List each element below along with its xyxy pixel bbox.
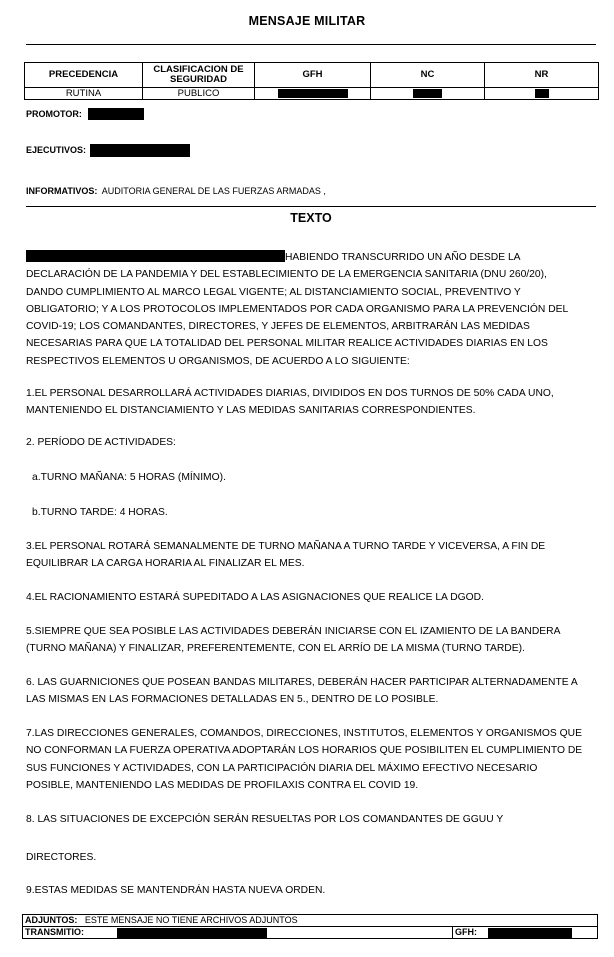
item-4 <box>26 589 586 606</box>
intro-rest: DECLARACIÓN DE LA PANDEMIA Y DEL ESTABLECIMIENTO DE LA EMERGENCIA SANITARIA (DNU 260/20), DANDO CUMPLIMIENTO AL MARCO LEGAL VIGENTE; AL DISTANCIAMIENTO SOCIAL, PREVENTIVO Y OBLIGATORIO; Y A LOS PROTOCOLOS IMPLEMENTADOS POR CADA ORGANISMO PARA LA PREVENCIÓN DEL COVID-19; LOS COMANDANTES, DIRECTORES, Y JEFES DE ELEMENTOS, ARBITRARÁN LAS MEDIDAS NECESARIAS PARA QUE LA TOTALIDAD DEL PERSONAL MILITAR REALICE ACTIVIDADES DIARIAS EN LOS RESPECTIVOS ELEMENTOS U ORGANISMOS, DE ACUERDO A LO SIGUIENTE: <box>26 269 568 367</box>
item-6-text: 6. LAS GUARNICIONES QUE POSEAN BANDAS MILITARES, DEBERÁN HACER PARTICIPAR ALTERNADAMENTE A LAS MISMAS EN LAS FORMACIONES DETALLADAS EN 5., DENTRO DE LO POSIBLE. <box>26 677 578 706</box>
gfh-cell <box>453 927 598 939</box>
col-header-gfh: GFH <box>255 63 371 88</box>
transmitio-cell <box>23 927 453 939</box>
item-8-text: 8. LAS SITUACIONES DE EXCEPCIÓN SERÁN RESUELTAS POR LOS COMANDANTES DE GGUU Y <box>26 814 504 825</box>
item-3-text: 3.EL PERSONAL ROTARÁ SEMANALMENTE DE TURNO MAÑANA A TURNO TARDE Y VICEVERSA, A FIN DE EQUILIBRAR LA CARGA HORARIA AL FINALIZAR EL MES. <box>26 541 546 570</box>
redaction-promotor <box>88 108 144 120</box>
item-6 <box>26 674 586 709</box>
item-7-text: 7.LAS DIRECCIONES GENERALES, COMANDOS, DIRECCIONES, INSTITUTOS, ELEMENTOS Y ORGANISMOS QUE NO CONFORMAN LA FUERZA OPERATIVA ADOPTARÁN LOS HORARIOS QUE POSIBILITEN EL CUMPLIMIENTO DE SUS FUNCIONES Y ACTIVIDADES, CON LA PARTICIPACIÓN DIARIA DEL MÁXIMO EFECTIVO NECESARIO POSIBLE, MANTENIENDO LAS MEDIDAS DE PROFILAXIS CONTRA EL COVID 19. <box>26 728 583 791</box>
redaction-addressee <box>26 250 285 262</box>
page-title: MENSAJE MILITAR <box>248 14 366 28</box>
cell-nc <box>371 88 485 100</box>
ejecutivos-label: EJECUTIVOS: <box>26 145 87 155</box>
redaction-ejecutivos <box>90 144 190 157</box>
item-7 <box>26 725 586 794</box>
redaction-gfh <box>278 89 348 98</box>
top-divider <box>26 44 596 45</box>
adjuntos-row <box>23 915 598 927</box>
item-5 <box>26 623 586 658</box>
cell-nr <box>485 88 599 100</box>
item-2-text: 2. PERÍODO DE ACTIVIDADES: <box>26 437 176 448</box>
footer-table <box>22 914 598 939</box>
item-1-text: 1.EL PERSONAL DESARROLLARÁ ACTIVIDADES DIARIAS, DIVIDIDOS EN DOS TURNOS DE 50% CADA UNO, MANTENIENDO EL DISTANCIAMIENTO Y LAS MEDIDAS SANITARIAS CORRESPONDIENTES. <box>26 388 554 417</box>
item-2b-text: b.TURNO TARDE: 4 HORAS. <box>32 507 168 518</box>
item-2a-text: a.TURNO MAÑANA: 5 HORAS (MÍNIMO). <box>32 472 226 483</box>
item-3 <box>26 538 586 573</box>
cell-precedencia: RUTINA <box>25 88 143 100</box>
item-2 <box>26 434 586 451</box>
item-1 <box>26 385 586 420</box>
adjuntos-label: ADJUNTOS: <box>25 915 78 925</box>
col-header-nc: NC <box>371 63 485 88</box>
cell-clasificacion: PUBLICO <box>143 88 255 100</box>
promotor-label: PROMOTOR: <box>26 109 82 119</box>
item-8b-text: DIRECTORES. <box>26 852 97 863</box>
transmitio-label: TRANSMITIO: <box>25 927 84 937</box>
item-5-text: 5.SIEMPRE QUE SEA POSIBLE LAS ACTIVIDADES DEBERÁN INICIARSE CON EL IZAMIENTO DE LA BANDERA (TURNO MAÑANA) Y FINALIZAR, PREFERENTEMENTE, CON EL ARRÍO DE LA MISMA (TURNO TARDE). <box>26 626 560 655</box>
item-9-text: 9.ESTAS MEDIDAS SE MANTENDRÁN HASTA NUEVA ORDEN. <box>26 885 326 896</box>
informativos-row <box>26 181 326 199</box>
item-2a <box>32 469 592 486</box>
texto-divider <box>26 206 596 207</box>
texto-heading: TEXTO <box>290 211 332 225</box>
item-8 <box>26 811 586 828</box>
header-table <box>24 62 599 100</box>
col-header-precedencia: PRECEDENCIA <box>25 63 143 88</box>
redaction-gfh-footer <box>488 928 572 938</box>
col-header-nr: NR <box>485 63 599 88</box>
redaction-transmitio <box>117 928 267 938</box>
item-9 <box>26 882 586 899</box>
adjuntos-value: ESTE MENSAJE NO TIENE ARCHIVOS ADJUNTOS <box>84 915 298 925</box>
item-4-text: 4.EL RACIONAMIENTO ESTARÁ SUPEDITADO A LAS ASIGNACIONES QUE REALICE LA DGOD. <box>26 592 484 603</box>
redaction-nr <box>535 89 549 98</box>
intro-first-line: HABIENDO TRANSCURRIDO UN AÑO DESDE LA <box>285 252 520 263</box>
informativos-label: INFORMATIVOS: <box>26 186 98 196</box>
intro-paragraph <box>26 249 586 370</box>
cell-gfh <box>255 88 371 100</box>
item-2b <box>32 504 592 521</box>
informativos-value: AUDITORIA GENERAL DE LAS FUERZAS ARMADAS , <box>101 186 326 196</box>
redaction-nc <box>413 89 442 98</box>
gfh-label: GFH: <box>455 927 477 937</box>
item-8-continued <box>26 849 586 866</box>
col-header-clasificacion: CLASIFICACION DE SEGURIDAD <box>143 63 255 88</box>
